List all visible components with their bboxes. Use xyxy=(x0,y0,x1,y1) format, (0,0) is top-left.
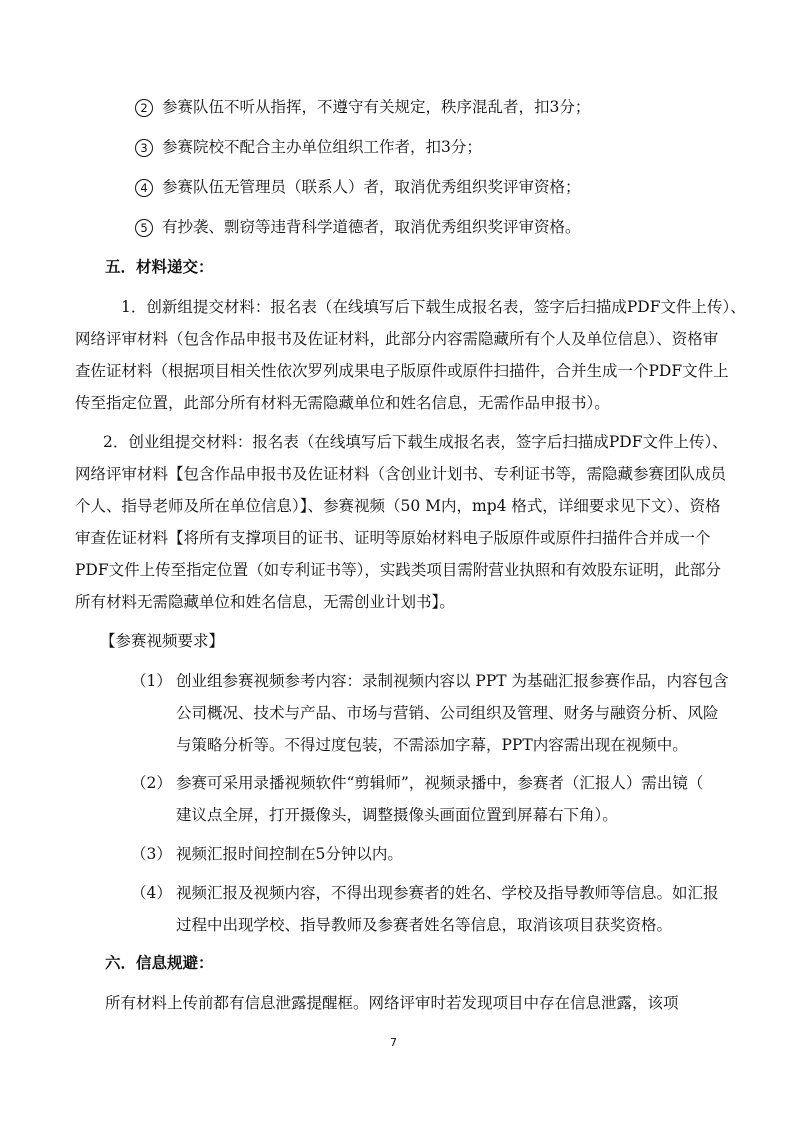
rule-item-2: 参赛队伍不听从指挥，不遵守有关规定，秩序混乱者，扣3分； xyxy=(162,98,591,116)
video-item-1-line-3: 与策略分析等。不得过度包装，不需添加字幕，PPT内容需出现在视频中。 xyxy=(176,736,688,754)
rule-number-2: 2 xyxy=(135,99,153,117)
video-requirements-title: 【参赛视频要求】 xyxy=(100,632,225,650)
video-item-2-line-2: 建议点全屏，打开摄像头，调整摄像头画面位置到屏幕右下角）。 xyxy=(176,806,618,824)
video-item-2-number: （2） xyxy=(131,774,172,792)
section-6-text: 所有材料上传前都有信息泄露提醒框。网络评审时若发现项目中存在信息泄露，该项 xyxy=(105,994,679,1012)
para1-line-1: 1．创新组提交材料：报名表（在线填写后下载生成报名表，签字后扫描成PDF文件上传）、 xyxy=(121,298,746,316)
video-item-4-number: （4） xyxy=(131,884,172,902)
video-item-1-number: （1） xyxy=(131,672,172,690)
video-item-3-number: （3） xyxy=(131,845,172,863)
para2-line-3: 个人、指导老师及所在单位信息）】、参赛视频（50 M内，mp4 格式，详细要求见下文）、资格 xyxy=(75,497,721,515)
section-5-heading: 五．材料递交： xyxy=(105,257,214,276)
rule-item-5: 有抄袭、剽窃等违背科学道德者，取消优秀组织奖评审资格。 xyxy=(162,218,581,236)
rule-item-4: 参赛队伍无管理员（联系人）者，取消优秀组织奖评审资格； xyxy=(162,178,581,196)
para1-line-3: 查佐证材料（根据项目相关性依次罗列成果电子版原件或原件扫描件，合并生成一个PDF文件上 xyxy=(75,362,729,380)
video-item-1-line-2: 公司概况、技术与产品、市场与营销、公司组织及管理、财务与融资分析、风险 xyxy=(176,704,719,722)
para1-line-4: 传至指定位置，此部分所有材料无需隐藏单位和姓名信息，无需作品申报书）。 xyxy=(75,394,610,412)
video-item-3-line-1: 视频汇报时间控制在5分钟以内。 xyxy=(176,845,403,863)
para2-line-5: PDF文件上传至指定位置（如专利证书等），实践类项目需附营业执照和有效股东证明，此部分 xyxy=(75,561,721,579)
rule-number-5: 5 xyxy=(135,219,153,237)
para2-line-6: 所有材料无需隐藏单位和姓名信息，无需创业计划书】。 xyxy=(75,593,455,611)
video-item-4-line-1: 视频汇报及视频内容，不得出现参赛者的姓名、学校及指导教师等信息。如汇报 xyxy=(176,884,719,902)
section-6-heading: 六．信息规避： xyxy=(105,953,214,972)
video-item-4-line-2: 过程中出现学校、指导教师及参赛者姓名等信息，取消该项目获奖资格。 xyxy=(176,916,673,934)
video-item-2-line-1: 参赛可采用录播视频软件“剪辑师”，视频录播中，参赛者（汇报人）需出镜（ xyxy=(176,774,704,792)
para1-line-2: 网络评审材料（包含作品申报书及佐证材料，此部分内容需隐藏所有个人及单位信息）、资格审 xyxy=(75,330,719,348)
rule-item-3: 参赛院校不配合主办单位组织工作者，扣3分； xyxy=(162,138,482,156)
page-number: 7 xyxy=(390,1036,397,1049)
video-item-1-line-1: 创业组参赛视频参考内容：录制视频内容以 PPT 为基础汇报参赛作品，内容包含 xyxy=(176,672,729,690)
rule-number-3: 3 xyxy=(135,139,153,157)
para2-line-1: 2．创业组提交材料：报名表（在线填写后下载生成报名表，签字后扫描成PDF文件上传）、 xyxy=(103,433,728,451)
rule-number-4: 4 xyxy=(135,179,153,197)
para2-line-2: 网络评审材料【包含作品申报书及佐证材料（含创业计划书、专利证书等，需隐藏参赛团队成员 xyxy=(75,465,727,483)
para2-line-4: 审查佐证材料【将所有支撑项目的证书、证明等原始材料电子版原件或原件扫描件合并成一个 xyxy=(75,529,711,547)
